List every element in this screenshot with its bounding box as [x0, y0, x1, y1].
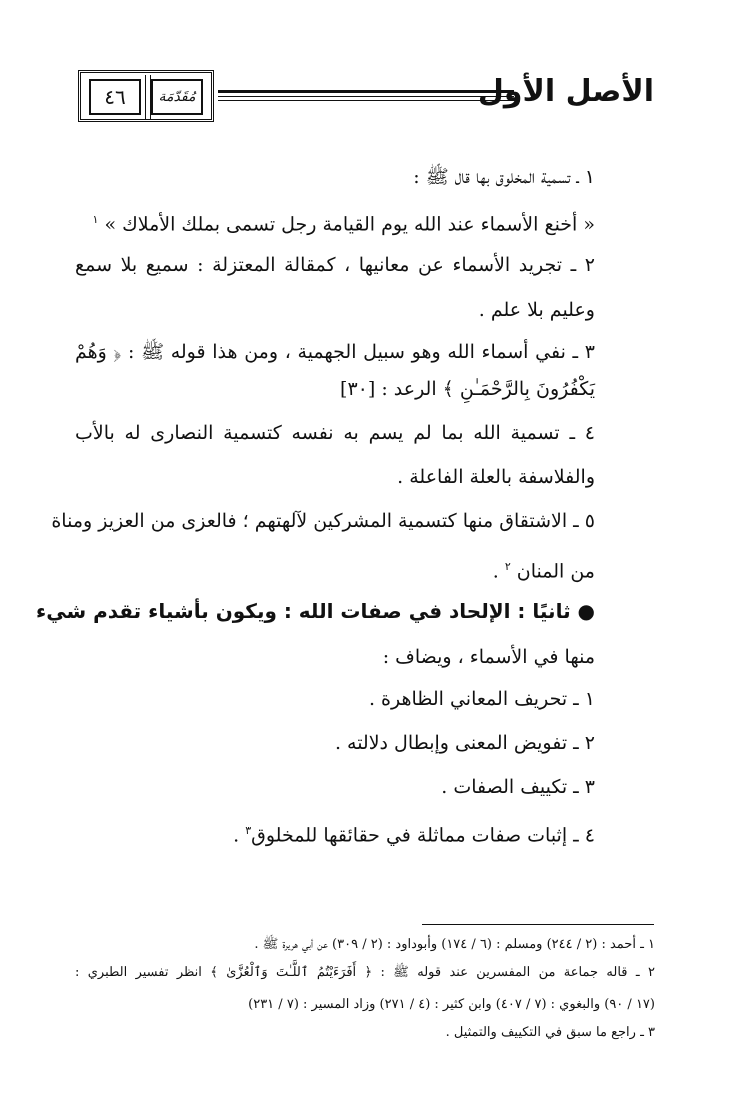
- list-item-2: ٢ ـ تفويض المعنى وإبطال دلالته .: [334, 732, 595, 754]
- footnote-2: ٢ ـ قاله جماعة من المفسرين عند قوله ﷺ : ﴿ أَفَرَءَيْتُمُ ٱللَّـٰتَ وَٱلْعُزَّىٰ ﴾ انظر تفسير الطبري :: [75, 965, 655, 980]
- body-line-4: وعليم بلا علم .: [478, 299, 595, 321]
- body-line-5: ٣ ـ نفي أسماء الله وهو سبيل الجهمية ، ومن هذا قوله ﷺ : ﴿ وَهُمْ: [75, 341, 595, 363]
- page-header: [78, 70, 654, 130]
- body-line-12: منها في الأسماء ، ويضاف :: [382, 646, 595, 668]
- body-line-1: ١ ـ تسمية المخلوق بها قال ﷺ :: [413, 166, 595, 188]
- list-item-3: ٣ ـ تكييف الصفات .: [441, 776, 595, 798]
- footnote-ref-2: ٢: [504, 560, 511, 573]
- footnote-ref-3: ٣: [245, 824, 252, 837]
- page-number-book-frame: [78, 70, 214, 122]
- hadith-text: « أخنع الأسماء عند الله يوم القيامة رجل تسمى بملك الأملاك »: [104, 213, 595, 236]
- body-line-3: ٢ ـ تجريد الأسماء عن معانيها ، كمقالة المعتزلة : سميع بلا سمع: [75, 254, 595, 276]
- body-line-9: ٥ ـ الاشتقاق منها كتسمية المشركين لآلهتهم ؛ فالعزى من العزيز ومناة: [51, 510, 595, 532]
- footnote-3: ٣ ـ راجع ما سبق في التكييف والتمثيل .: [445, 1025, 655, 1040]
- body-line-7: ٤ ـ تسمية الله بما لم يسم به نفسه كتسمية النصارى له بالأب: [75, 422, 595, 444]
- footnote-2-continued: (١٧ / ٩٠) والبغوي : (٧ / ٤٠٧) وابن كثير : (٤ / ٢٧١) وزاد المسير : (٧ / ٢٣١): [248, 997, 655, 1012]
- footnote-separator: [422, 924, 654, 925]
- chapter-title: الأصل الأول: [477, 74, 654, 109]
- section-heading-line: ● ثانيًا : الإلحاد في صفات الله : ويكون بأشياء تقدم شيء: [35, 599, 595, 623]
- book-label: مُقَدّمَة: [151, 79, 203, 115]
- body-line-2: [75, 205, 595, 239]
- footnote-ref-1: ١: [92, 213, 99, 226]
- body-line-10: من المنان $^٢$ .: [492, 560, 595, 583]
- page-number: ٤٦: [89, 79, 141, 115]
- footnote-1: ١ ـ أحمد : (٢ / ٢٤٤) ومسلم : (٦ / ١٧٤) وأبوداود : (٢ / ٣٠٩) عن أبي هريرة ﷺ .: [254, 937, 655, 952]
- header-rules: [218, 90, 514, 101]
- body-line-8: والفلاسفة بالعلة الفاعلة .: [397, 466, 595, 488]
- list-item-1: ١ ـ تحريف المعاني الظاهرة .: [368, 688, 595, 710]
- list-item-4: ٤ ـ إثبات صفات مماثلة في حقائقها للمخلوق$^٣$ .: [233, 824, 595, 847]
- body-line-6: يَكْفُرُونَ بِالرَّحْمَـٰنِ ﴾ الرعد : [٣٠]: [340, 378, 595, 400]
